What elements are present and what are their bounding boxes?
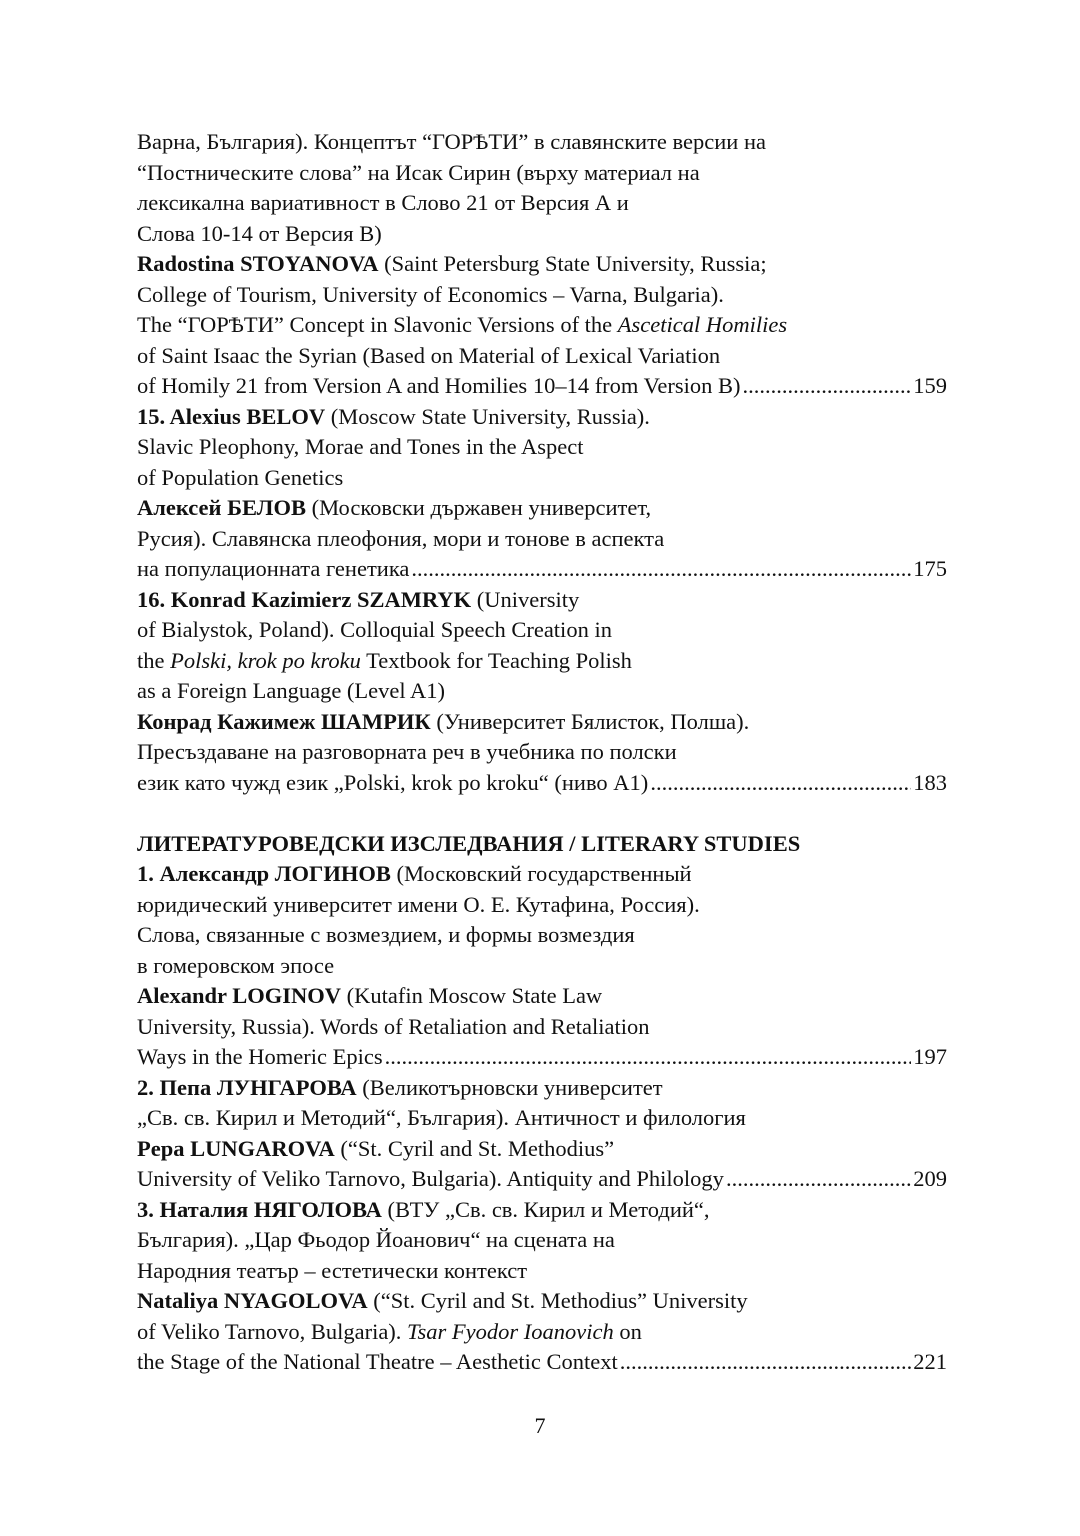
entry-line: “Постническите слова” на Исак Сирин (върху материал на: [137, 159, 700, 185]
author-name: Алексей БЕЛОВ: [137, 495, 306, 520]
affiliation: (ВТУ „Св. св. Кирил и Методий“,: [381, 1196, 710, 1222]
author-name: 16. Konrad Kazimierz SZAMRYK: [137, 586, 472, 612]
table-of-contents: [137, 127, 947, 1378]
entry-line-with-page: [137, 371, 947, 402]
author-name: Конрад Кажимеж ШАМРИК: [137, 708, 431, 734]
entry-line: Слова 10-14 от Версия В): [137, 220, 382, 246]
title-text: of Veliko Tarnovo, Bulgaria).: [137, 1318, 408, 1344]
author-name: Pepa LUNGAROVA: [137, 1135, 335, 1161]
page-ref: 221: [913, 1349, 947, 1374]
entry-line: юридический университет имени О. Е. Кутафина, Россия).: [137, 891, 700, 917]
entry-line: [137, 1317, 947, 1348]
entry-line: лексикална вариативност в Слово 21 от Версия А и: [137, 190, 629, 215]
title-text: Textbook for Teaching Polish: [360, 647, 632, 673]
affiliation: (University: [471, 586, 580, 612]
title-text: на популационната генетика: [137, 556, 410, 581]
section-heading: ЛИТЕРАТУРОВЕДСКИ ИЗСЛЕДВАНИЯ / LITERARY STUDIES: [137, 830, 801, 856]
entry-line: [137, 1073, 947, 1104]
italic-title: Ascetical Homilies: [617, 312, 788, 337]
entry-line: [137, 585, 947, 616]
affiliation: (Университет Бялисток, Полша).: [430, 708, 750, 734]
entry-line: [137, 493, 947, 524]
toc-entry-szamryk: [137, 585, 947, 799]
title-text: the Stage of the National Theatre – Aesthetic Context: [137, 1349, 618, 1374]
author-name: Alexandr LOGINOV: [137, 983, 341, 1008]
entry-line: of Bialystok, Poland). Colloquial Speech Creation in: [137, 617, 612, 642]
title-text: of Homily 21 from Version A and Homilies 10–14 from Version B): [137, 373, 741, 398]
affiliation: (“St. Cyril and St. Methodius”: [334, 1135, 615, 1161]
entry-line: [137, 1134, 947, 1165]
entry-line: „Св. св. Кирил и Методий“, България). Античност и филология: [137, 1105, 746, 1130]
entry-line-with-page: [137, 554, 947, 585]
author-name: 2. Пепа ЛУНГАРОВА: [137, 1074, 357, 1100]
entry-line: България). „Цар Фьодор Йоанович“ на сцената на: [137, 1227, 615, 1252]
page-ref: 183: [913, 769, 947, 795]
toc-entry-stoyanova: [137, 127, 947, 402]
author-name: 3. Наталия НЯГОЛОВА: [137, 1196, 382, 1222]
dot-leader: [620, 1347, 912, 1378]
entry-line-with-page: [137, 768, 947, 799]
dot-leader: [650, 768, 911, 799]
entry-line: of Saint Isaac the Syrian (Based on Material of Lexical Variation: [137, 342, 721, 368]
entry-line: Русия). Славянска плеофония, мори и тонове в аспекта: [137, 525, 665, 551]
title-text: Ways in the Homeric Epics: [137, 1044, 383, 1069]
title-text: on: [613, 1318, 642, 1344]
dot-leader: [743, 371, 912, 402]
entry-line: Слова, связанные с возмездием, и формы возмездия: [137, 922, 635, 947]
affiliation: (Saint Petersburg State University, Russia;: [378, 251, 767, 276]
entry-line: [137, 249, 947, 280]
title-text: the: [137, 647, 171, 673]
entry-line: of Population Genetics: [137, 464, 344, 490]
entry-line: [137, 310, 947, 341]
page-ref: 197: [913, 1044, 947, 1069]
entry-line: [137, 1195, 947, 1226]
entry-line: University, Russia). Words of Retaliation and Retaliation: [137, 1013, 650, 1039]
page-ref: 159: [913, 373, 947, 398]
entry-line: Пресъздаване на разговорната реч в учебника по полски: [137, 739, 677, 764]
title-text: The “ГОРѢТИ” Concept in Slavonic Versions of the: [137, 312, 618, 337]
dot-leader: [411, 554, 911, 585]
page-ref: 209: [913, 1166, 947, 1191]
entry-line: [137, 402, 947, 433]
title-text: University of Veliko Tarnovo, Bulgaria). Antiquity and Philology: [137, 1166, 724, 1191]
affiliation: (Великотърновски университет: [356, 1074, 663, 1100]
affiliation: (Moscow State University, Russia).: [325, 403, 650, 429]
page-number: 7: [534, 1413, 546, 1438]
dot-leader: [726, 1164, 911, 1195]
entry-line: Slavic Pleophony, Morae and Tones in the Aspect: [137, 434, 584, 459]
author-name: 1. Александр ЛОГИНОВ: [137, 861, 391, 886]
author-name: Radostina STOYANOVA: [137, 251, 379, 276]
toc-entry-nyagolova: [137, 1195, 947, 1378]
entry-line: Варна, България). Концептът “ГОРѢТИ” в славянските версии на: [137, 129, 766, 154]
entry-line: в гомеровском эпосе: [137, 952, 335, 978]
toc-entry-lungarova: [137, 1073, 947, 1195]
entry-line: [137, 646, 947, 677]
affiliation: (Московский государственный: [390, 861, 692, 886]
entry-line: [137, 859, 947, 890]
entry-line: as a Foreign Language (Level A1): [137, 678, 446, 703]
affiliation: (Московски държавен университет,: [305, 495, 652, 520]
affiliation: (Kutafin Moscow State Law: [340, 983, 603, 1008]
entry-line-with-page: [137, 1347, 947, 1378]
author-name: Nataliya NYAGOLOVA: [137, 1288, 368, 1313]
section-spacer: [137, 798, 947, 829]
entry-line-with-page: [137, 1164, 947, 1195]
toc-entry-loginov: [137, 859, 947, 1073]
page-ref: 175: [913, 556, 947, 581]
title-text: език като чужд език „Polski, krok po kroku“ (ниво А1): [137, 769, 649, 795]
dot-leader: [385, 1042, 912, 1073]
entry-line-with-page: [137, 1042, 947, 1073]
toc-entry-belov: [137, 402, 947, 585]
affiliation: (“St. Cyril and St. Methodius” University: [367, 1288, 748, 1313]
italic-title: Polski, krok po kroku: [170, 647, 361, 673]
italic-title: Tsar Fyodor Ioanovich: [407, 1318, 614, 1344]
entry-line: [137, 1286, 947, 1317]
entry-line: [137, 707, 947, 738]
entry-line: Народния театър – естетически контекст: [137, 1257, 528, 1283]
entry-line: [137, 981, 947, 1012]
author-name: 15. Alexius BELOV: [137, 403, 326, 429]
entry-line: College of Tourism, University of Economics – Varna, Bulgaria).: [137, 281, 724, 307]
